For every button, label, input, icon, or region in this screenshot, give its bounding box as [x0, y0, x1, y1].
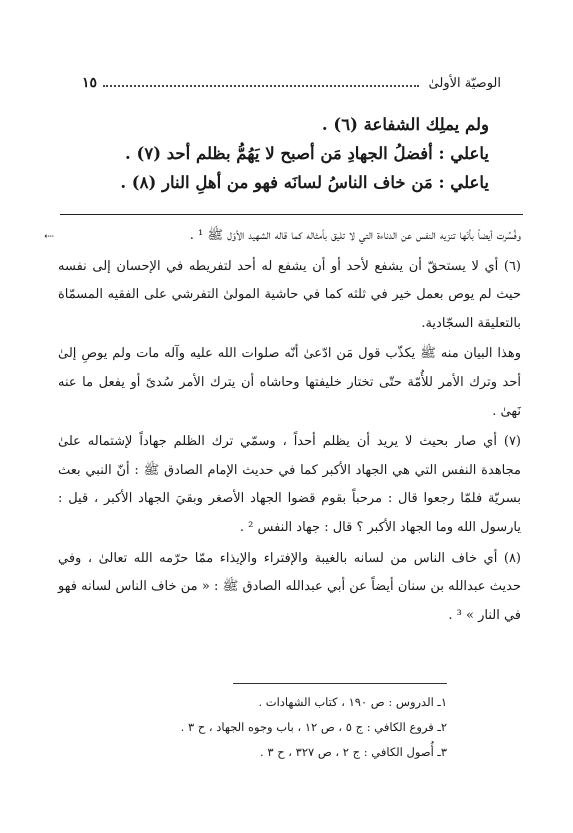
- running-title: الوصيّة الأولىٰ: [428, 75, 501, 91]
- footnote-reference: ٢ـ فروع الكافي : ج ٥ ، ص ١٢ ، باب وجوه الجهاد ، ح ٣ .: [180, 720, 447, 734]
- commentary-paragraph: [44, 222, 521, 251]
- footnote-separator: [233, 683, 447, 684]
- commentary-paragraph: (٦) أي لا يستحقّ أن يشفع لأحد أو أن يشفع له أحد لتفريطه في الإحسان إلى نفسه حيث لم يوص بعمل خير في ثلثه كما في حاشية المولىٰ التفرشي على الفقيه المسمّاة بالتعليقة السجّادية.: [58, 258, 521, 331]
- footnote-reference: ٣ـ أُصول الكافي : ج ٢ ، ص ٣٢٧ ، ح ٣ .: [260, 745, 447, 759]
- main-text: [60, 110, 489, 197]
- commentary-paragraph: (٧) أي صار بحيث لا يريد أن يظلم أحداً ، وسمّي ترك الظلم جهاداً لإشتماله علىٰ مجاهدة النفس التي هي الجهاد الأكبر كما في حديث الإمام الصادق ﷺ : أنّ النبي بعث بسريّة فلمّا رجعوا قال : مرحباً بقوم قضوا الجهاد الأصغر وبقيَ الجهاد الأكبر ، قيل : يارسول الله وما الجهاد الأكبر ؟ قال : جهاد النفس ² .: [58, 434, 521, 535]
- commentary-paragraph: (٨) أي خاف الناس من لسانه بالغيبة والإفتراء والإيذاء ممّا حرّمه الله تعالىٰ ، وفي حديث عبدالله بن سنان أيضاً عن أبي عبدالله الصادق ﷺ : « من خاف الناس لسانه فهو في النار » ³ .: [58, 550, 521, 623]
- footnote-references: [60, 690, 447, 765]
- continuation-arrow-icon: ⇠: [44, 229, 55, 243]
- main-line: ياعلي : مَن خاف الناسُ لسانَه فهو من أهلِ النار (٨) .: [120, 173, 489, 192]
- page-number: ١٥: [82, 75, 98, 91]
- footnote-reference: ١ـ الدروس : ص ١٩٠ ، كتاب الشهادات .: [258, 695, 447, 709]
- commentary: [44, 222, 521, 632]
- running-header: [82, 70, 501, 96]
- dotted-leader: [103, 85, 419, 87]
- main-divider: [60, 214, 523, 215]
- main-line: ولم يملِك الشفاعة (٦) .: [321, 115, 489, 134]
- commentary-paragraph: وهذا البيان منه ﷺ يكذّب قول مَن ادّعىٰ أنّه صلوات الله عليه وآله مات ولم يوصِ إلىٰ أحد وترك الأمر للأُمّة حتّى تختار خليفتها وحاشاه أن يترك الأمر سُدىً أو يفعل ما عنه نَهىٰ .: [58, 346, 521, 419]
- main-line: ياعلي : أفضلُ الجهادِ مَن أصبح لا يَهُمُّ بظلم أحد (٧) .: [125, 144, 489, 163]
- commentary-text: وفُسِّرت أيضاً بأنّها تنزيه النفس عن الدناءة التي لا تليق بأمثاله كما قاله الشهيد الأوّل ﷺ ¹ .: [189, 228, 521, 243]
